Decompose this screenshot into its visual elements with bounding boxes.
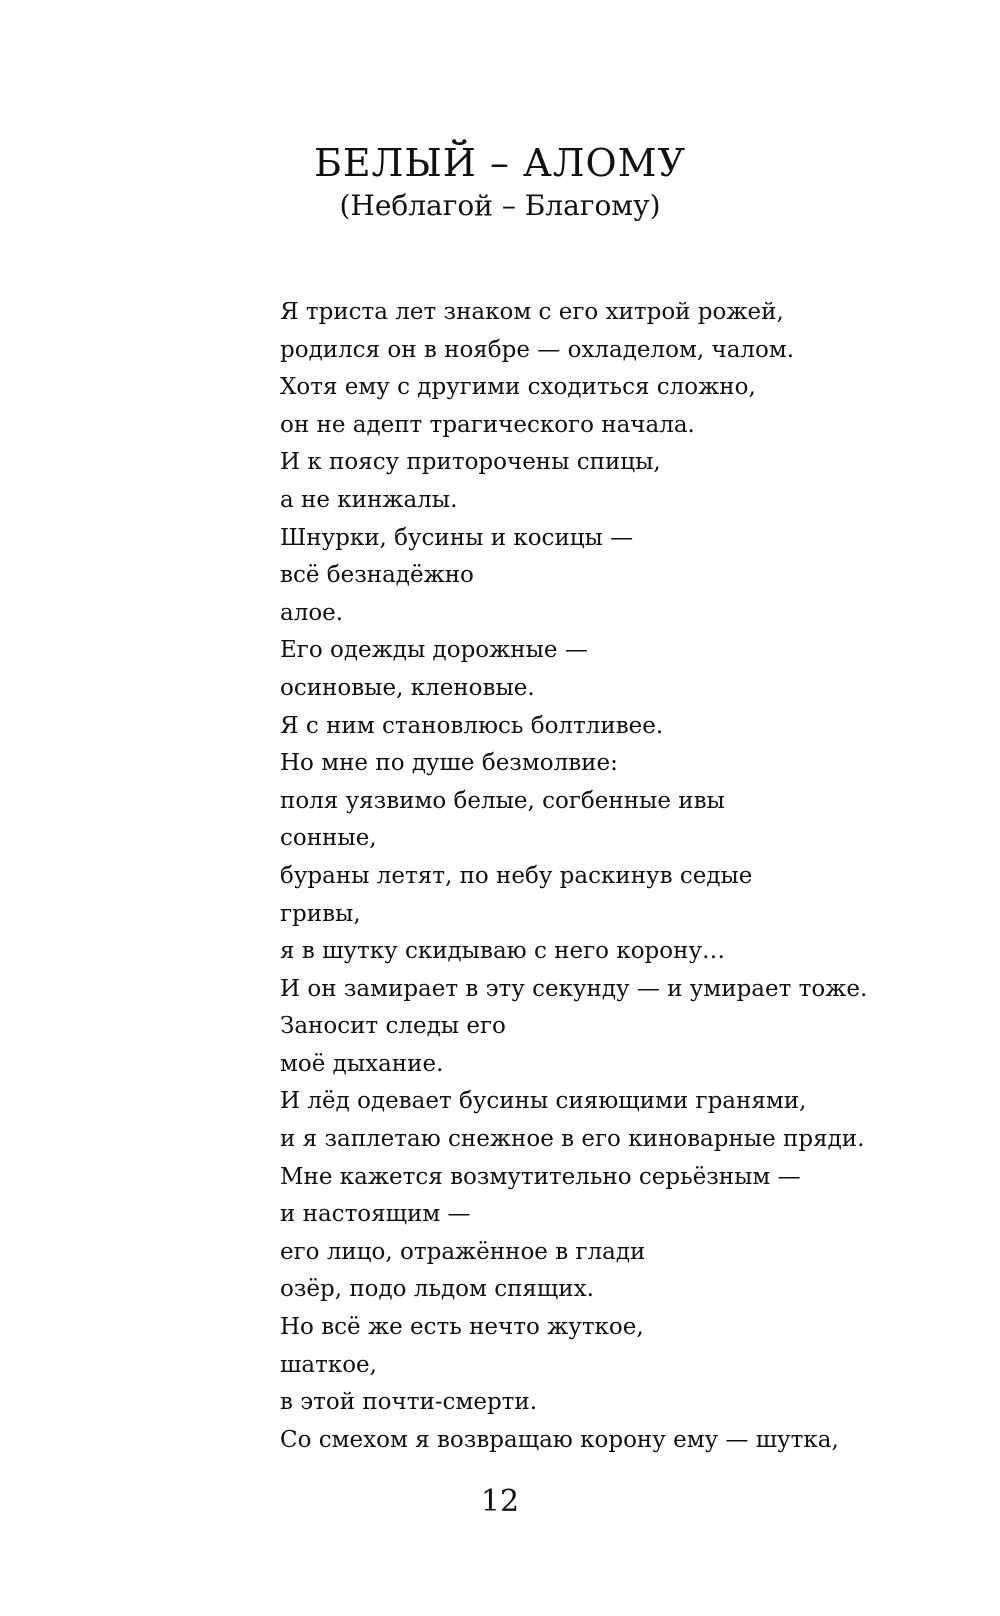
poem-line: озёр, подо льдом спящих. [280, 1276, 594, 1303]
poem-line: его лицо, отражённое в глади [280, 1238, 646, 1265]
poem-line: Я с ним становлюсь болтливее. [280, 712, 664, 739]
poem-line: а не кинжалы. [280, 486, 458, 513]
poem-subtitle: (Неблагой – Благому) [339, 189, 661, 222]
poem-line: я в шутку скидываю с него корону… [280, 938, 725, 965]
poem-line: бураны летят, по небу раскинув седые [280, 862, 753, 889]
poem-line: сонные, [280, 825, 377, 852]
poem-line: родился он в ноябре — охладелом, чалом. [280, 336, 795, 363]
poem-line: Хотя ему с другими сходиться сложно, [280, 374, 756, 401]
poem-line: всё безнадёжно [280, 562, 474, 589]
poem-line: и я заплетаю снежное в его киноварные пряди. [280, 1126, 865, 1153]
poem-line: Но всё же есть нечто жуткое, [280, 1314, 644, 1341]
poem-line: и настоящим — [280, 1201, 471, 1228]
poem-title: БЕЛЫЙ – АЛОМУ [313, 141, 687, 185]
poem-line: моё дыхание. [280, 1050, 444, 1077]
poem-line: шаткое, [280, 1351, 377, 1378]
poem-line: алое. [280, 599, 344, 626]
poem-line: осиновые, кленовые. [280, 674, 535, 701]
poem-line: он не адепт трагического начала. [280, 411, 695, 438]
poem-body [280, 294, 960, 1459]
poem-line: Мне кажется возмутительно серьёзным — [280, 1163, 801, 1190]
poem-line: Заносит следы его [280, 1013, 506, 1040]
poem-line: Но мне по душе безмолвие: [280, 750, 618, 777]
poem-line: Я триста лет знаком с его хитрой рожей, [280, 299, 784, 325]
poem-line: И к поясу приторочены спицы, [280, 449, 661, 476]
poem-line: Шнурки, бусины и косицы — [280, 524, 634, 551]
poem-line: Его одежды дорожные — [280, 637, 588, 664]
poem-line: поля уязвимо белые, согбенные ивы [280, 787, 725, 814]
poem-line: гривы, [280, 900, 361, 927]
poem-line: И лёд одевает бусины сияющими гранями, [280, 1088, 807, 1115]
poem-line: И он замирает в эту секунду — и умирает тоже. [280, 975, 868, 1002]
poem-line: в этой почти-смерти. [280, 1389, 538, 1416]
poem-line: Со смехом я возвращаю корону ему — шутка, [280, 1426, 839, 1453]
page-number: 12 [480, 1484, 520, 1519]
